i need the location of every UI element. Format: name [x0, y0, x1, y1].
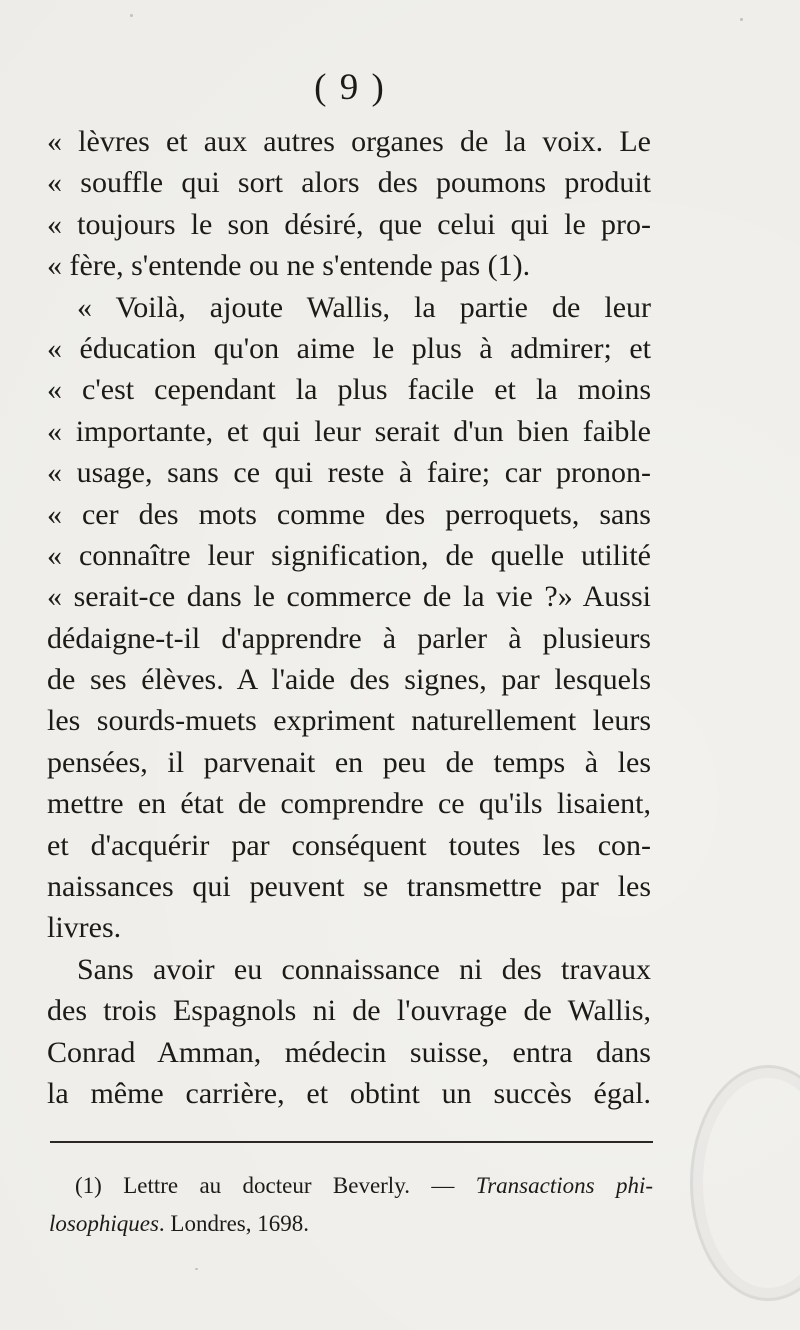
text-line: livres. [47, 911, 122, 945]
ink-speck [740, 18, 743, 21]
text-line: « lèvres et aux autres organes de la voix. Le [47, 125, 651, 158]
text-line: « fère, s'entende ou ne s'entende pas (1). [47, 249, 531, 283]
footnote-divider [50, 1141, 653, 1143]
text-line: « importante, et qui leur serait d'un bien faible [47, 414, 651, 448]
text-line: naissances qui peuvent se transmettre par les [47, 870, 651, 904]
ink-speck [195, 1268, 198, 1270]
text-line: « c'est cependant la plus facile et la moins [47, 373, 651, 407]
text-line: et d'acquérir par conséquent toutes les con- [47, 828, 651, 862]
text-line: « cer des mots comme des perroquets, sans [47, 497, 651, 531]
footnote-text: . Londres, 1698. [158, 1211, 310, 1236]
footnote [49, 1167, 653, 1243]
text-line: la même carrière, et obtint un succès égal. [47, 1076, 651, 1110]
text-line: Conrad Amman, médecin suisse, entra dans [47, 1035, 651, 1069]
text-line: des trois Espagnols ni de l'ouvrage de Wallis, [47, 994, 651, 1028]
text-line: Sans avoir eu connaissance ni des travaux [77, 952, 651, 986]
footnote-text: (1) Lettre au docteur Beverly. — [75, 1173, 476, 1198]
ink-speck [130, 14, 133, 17]
text-line: les sourds-muets expriment naturellement leurs [47, 704, 651, 738]
footnote-title: Transactions phi- [475, 1173, 653, 1198]
library-stamp [690, 1065, 800, 1301]
text-line: pensées, il parvenait en peu de temps à les [47, 745, 651, 779]
text-line: « éducation qu'on aime le plus à admirer; et [47, 331, 651, 365]
text-line: « toujours le son désiré, que celui qui le pro- [47, 207, 651, 241]
body-text [47, 121, 651, 1114]
text-line: « Voilà, ajoute Wallis, la partie de leur [77, 290, 651, 324]
text-line: « souffle qui sort alors des poumons produit [47, 166, 651, 200]
text-line: « serait-ce dans le commerce de la vie ?» Aussi [47, 580, 651, 614]
footnote-line [75, 1167, 653, 1205]
text-line: « connaître leur signification, de quelle utilité [47, 538, 651, 572]
footnote-title: losophiques [49, 1211, 159, 1236]
text-line: « usage, sans ce qui reste à faire; car pronon- [47, 456, 651, 490]
footnote-line [49, 1205, 653, 1243]
text-line: dédaigne-t-il d'apprendre à parler à plusieurs [47, 621, 651, 655]
text-line: de ses élèves. A l'aide des signes, par lesquels [47, 663, 651, 697]
text-line: mettre en état de comprendre ce qu'ils lisaient, [47, 787, 651, 821]
page-number: ( 9 ) [314, 67, 386, 108]
